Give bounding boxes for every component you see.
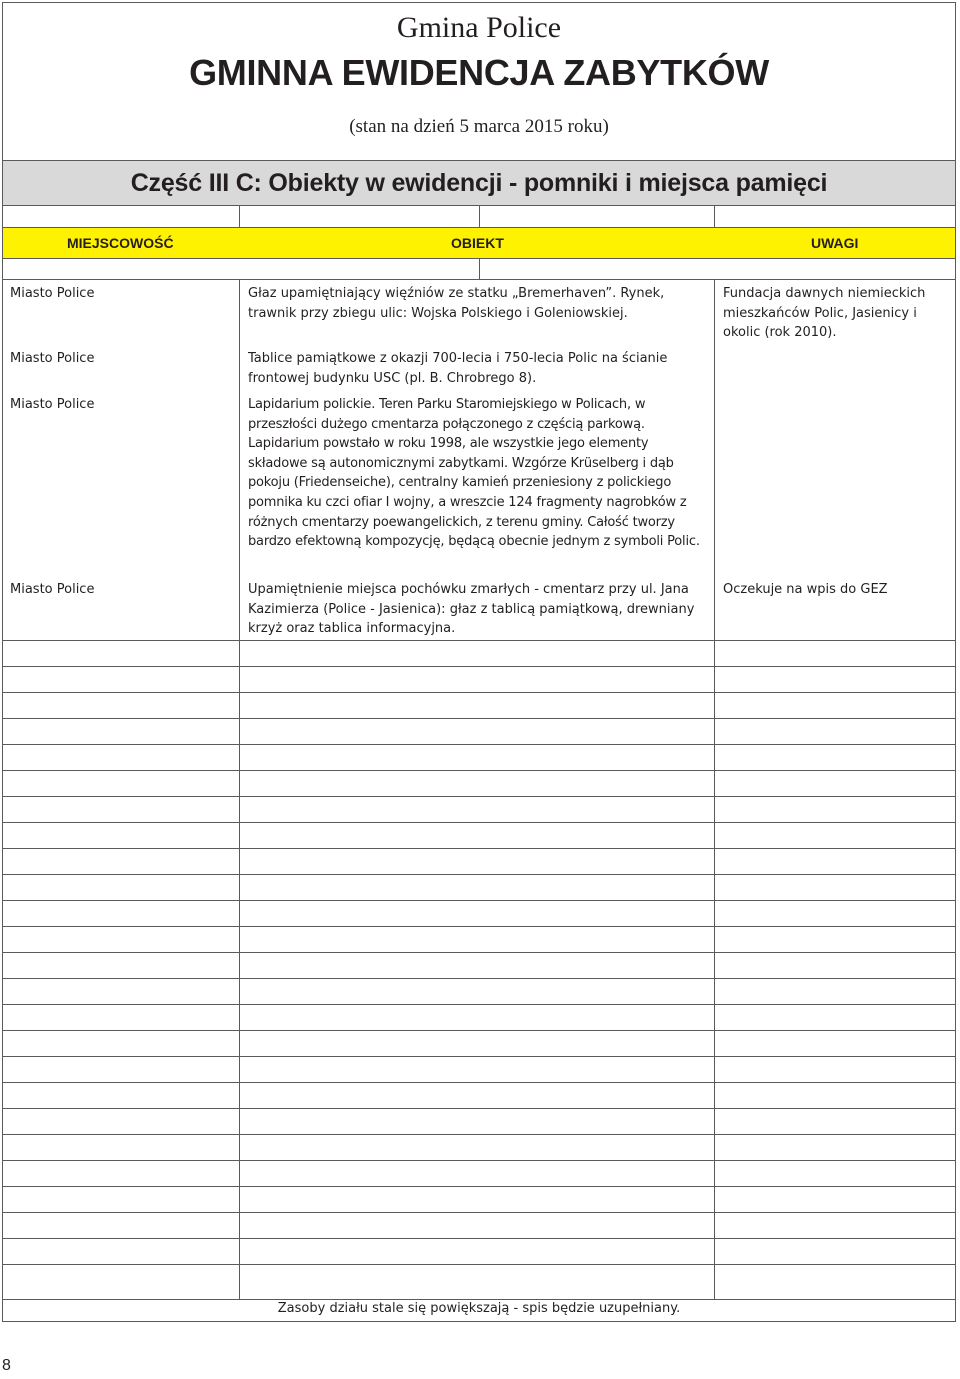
table-rule bbox=[3, 848, 955, 849]
table-rule bbox=[3, 874, 955, 875]
table-rule bbox=[3, 1134, 955, 1135]
table-row-object: Tablice pamiątkowe z okazji 700-lecia i 750-lecia Polic na ścianie frontowej budynku USC (pl. B. Chrobrego 8). bbox=[248, 351, 668, 386]
status-date: (stan na dzień 5 marca 2015 roku) bbox=[349, 116, 609, 137]
column-divider bbox=[714, 279, 715, 1299]
table-row-remarks: Fundacja dawnych niemieckich mieszkańców Polic, Jasienicy i okolic (rok 2010). bbox=[723, 286, 926, 341]
table-rule bbox=[3, 1030, 955, 1031]
divider-tick bbox=[479, 259, 480, 279]
table-rule bbox=[3, 640, 955, 641]
table-row-location: Miasto Police bbox=[10, 351, 95, 366]
table-rule bbox=[3, 1299, 955, 1300]
divider-tick bbox=[239, 206, 240, 227]
table-rule bbox=[3, 744, 955, 745]
table-row-object: Upamiętnienie miejsca pochówku zmarłych - cmentarz przy ul. Jana Kazimierza (Police - Jasienica): głaz z tablicą pamiątkową, drewniany krzyż oraz tablica informacyjna. bbox=[248, 582, 695, 637]
table-rule bbox=[3, 1082, 955, 1083]
municipality-name: Gmina Police bbox=[396, 11, 562, 44]
divider-tick bbox=[479, 206, 480, 227]
document-frame bbox=[2, 2, 956, 1322]
page-number: 8 bbox=[2, 1357, 11, 1374]
table-rule bbox=[3, 1212, 955, 1213]
document-title: GMINNA EWIDENCJA ZABYTKÓW bbox=[189, 52, 769, 93]
table-rule bbox=[3, 1264, 955, 1265]
table-rule bbox=[3, 279, 955, 280]
column-header-remarks: UWAGI bbox=[811, 235, 859, 251]
table-row-location: Miasto Police bbox=[10, 286, 95, 301]
table-rule bbox=[3, 718, 955, 719]
column-header-object: OBIEKT bbox=[451, 235, 504, 251]
table-rule bbox=[3, 900, 955, 901]
section-bar bbox=[3, 160, 955, 206]
table-rule bbox=[3, 692, 955, 693]
table-rule bbox=[3, 822, 955, 823]
document-header bbox=[3, 3, 955, 160]
table-rule bbox=[3, 796, 955, 797]
table-rule bbox=[3, 1186, 955, 1187]
divider-tick bbox=[714, 206, 715, 227]
table-rule bbox=[3, 1004, 955, 1005]
table-row-object: Głaz upamiętniający więźniów ze statku „Bremerhaven”. Rynek, trawnik przy zbiegu ulic: Wojska Polskiego i Goleniowskiej. bbox=[248, 286, 665, 321]
table-rule bbox=[3, 1056, 955, 1057]
table-header bbox=[3, 227, 955, 259]
table-rule bbox=[3, 926, 955, 927]
table-rule bbox=[3, 1108, 955, 1109]
table-rule bbox=[3, 952, 955, 953]
table-rule bbox=[3, 1238, 955, 1239]
column-header-location: MIEJSCOWOŚĆ bbox=[67, 235, 174, 251]
table-rule bbox=[3, 770, 955, 771]
table-row-location: Miasto Police bbox=[10, 397, 95, 412]
table-row-location: Miasto Police bbox=[10, 582, 95, 597]
table-rule bbox=[3, 1160, 955, 1161]
table-rule bbox=[3, 978, 955, 979]
table-rule bbox=[3, 666, 955, 667]
footer-note: Zasoby działu stale się powiększają - spis będzie uzupełniany. bbox=[277, 1301, 681, 1316]
table-row-remarks: Oczekuje na wpis do GEZ bbox=[723, 582, 888, 597]
column-divider bbox=[239, 279, 240, 1299]
table-row-object: Lapidarium polickie. Teren Parku Staromiejskiego w Policach, w przeszłości dużego cmentarza połączonego z częścią parkową. Lapidarium powstało w roku 1998, ale wszystkie jego elementy składowe są autonomicznymi zabytkami. Wzgórze Krüselberg i dąb pokoju (Friedenseiche), centralny kamień przeniesiony z polickiego pomnika ku czci ofiar I wojny, a wreszcie 124 fragmenty nagrobków z różnych cmentarzy poewangelickich, z terenu gminy. Całość tworzy bardzo efektowną kompozycję, będącą obecnie jednym z symboli Polic. bbox=[248, 397, 700, 550]
section-title: Część III C: Obiekty w ewidencji - pomniki i miejsca pamięci bbox=[130, 169, 828, 197]
